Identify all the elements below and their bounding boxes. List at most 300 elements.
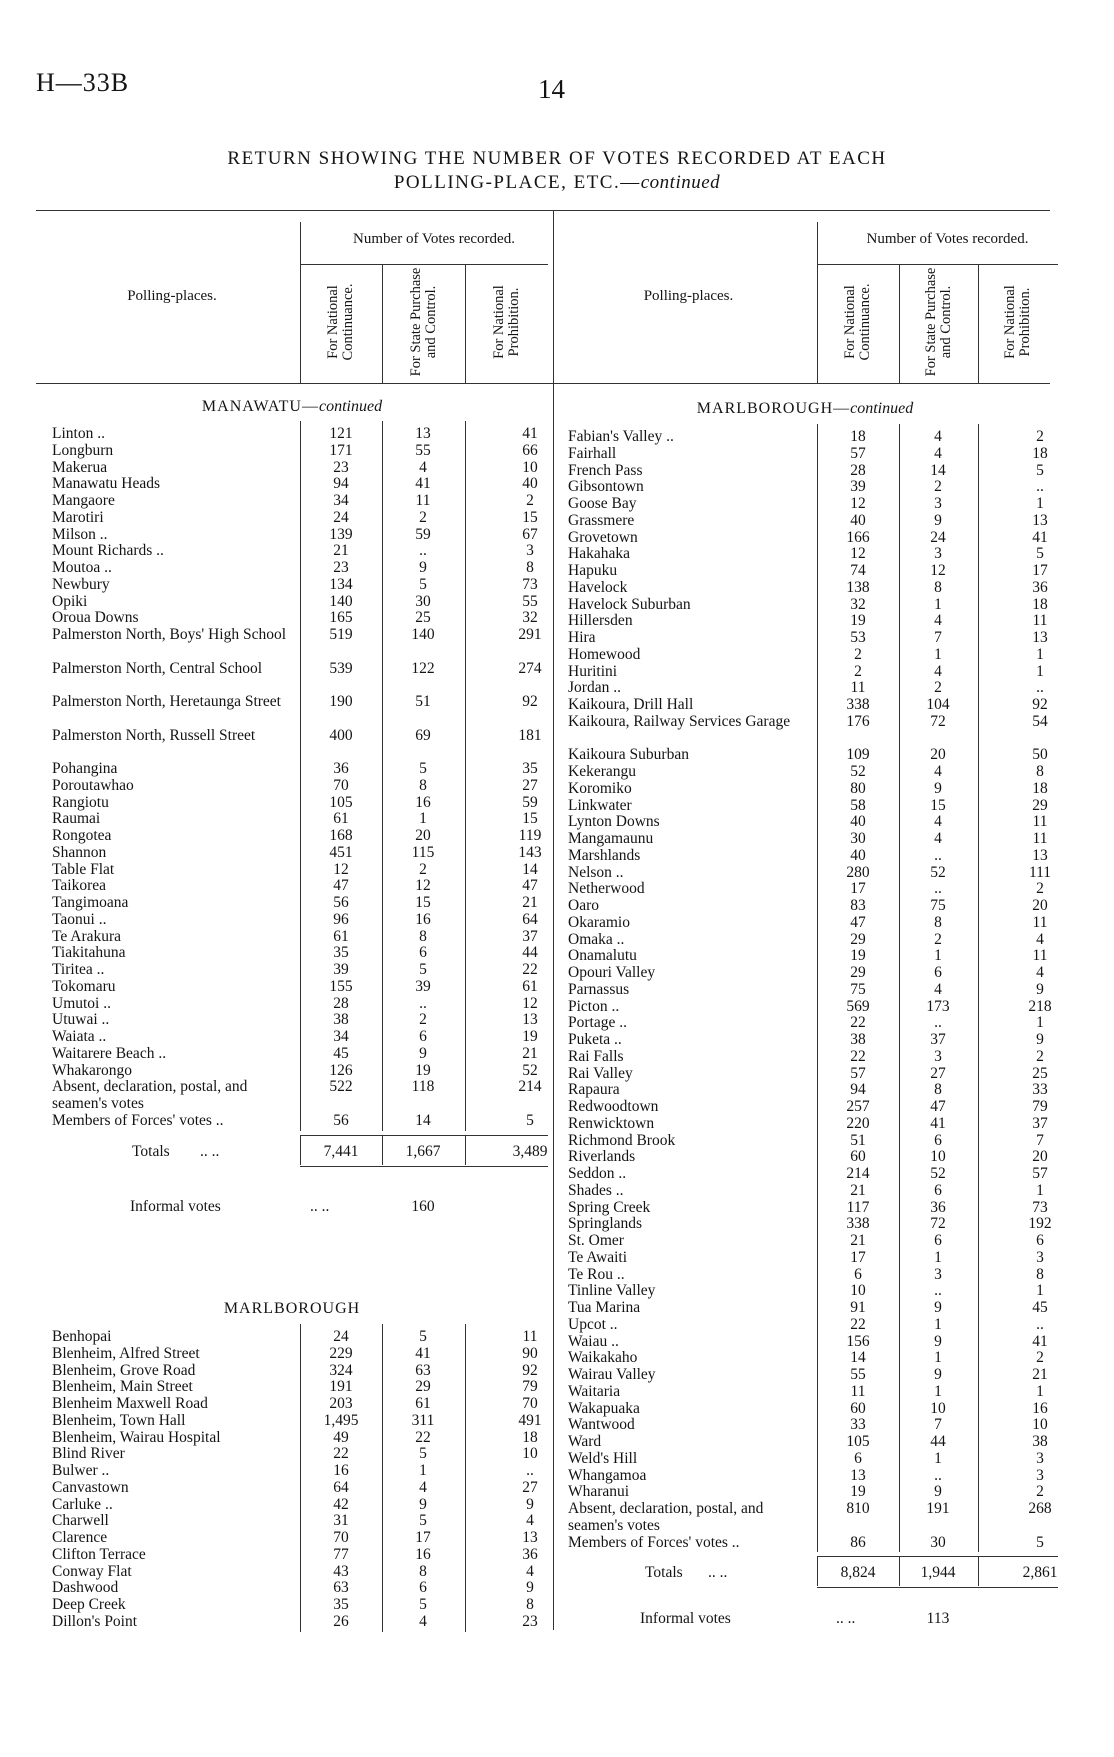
state-purchase-value: 7 (934, 629, 942, 646)
state-purchase-value: 2 (419, 1011, 427, 1029)
prohibition-value: .. (526, 1462, 534, 1479)
right-col-rule (817, 424, 818, 1552)
polling-place-name: Linton .. (52, 425, 105, 442)
prohibition-value: 8 (526, 1596, 534, 1613)
state-purchase-value: 69 (415, 726, 431, 744)
continuance-value: 21 (850, 1232, 866, 1249)
prohibition-value: 13 (1032, 629, 1048, 646)
continuance-value: 91 (850, 1299, 866, 1316)
state-purchase-value: .. (419, 542, 427, 560)
polling-place-name: Rai Falls (568, 1047, 624, 1065)
prohibition-value: 2 (1036, 1349, 1044, 1367)
continuance-value: 165 (329, 609, 353, 627)
continuance-value: 63 (333, 1579, 349, 1597)
state-purchase-value: 8 (934, 1081, 942, 1099)
polling-place-name: Blenheim, Town Hall (52, 1411, 186, 1429)
continuance-value: 6 (854, 1265, 862, 1283)
polling-place-name: Taonui .. (52, 910, 107, 928)
continuance-value: 83 (850, 897, 866, 914)
prohibition-value: 5 (526, 1111, 534, 1129)
state-purchase-value: 4 (934, 428, 942, 445)
continuance-value: 810 (846, 1500, 870, 1517)
prohibition-value: 55 (522, 592, 538, 610)
continuance-value: 18 (850, 428, 866, 445)
prohibition-value: 10 (522, 1445, 538, 1463)
continuance-value: 121 (329, 425, 353, 442)
prohibition-value: 2 (1036, 880, 1044, 898)
prohibition-value: 52 (522, 1061, 538, 1079)
total-value: 8,824 (840, 1564, 876, 1582)
left-col-rule (300, 421, 301, 1131)
state-purchase-value: 39 (415, 977, 431, 995)
prohibition-value: 1 (1036, 495, 1044, 512)
continuance-value: 338 (846, 1215, 870, 1233)
state-purchase-value: 1 (934, 645, 942, 663)
polling-place-name: Poroutawhao (52, 776, 134, 794)
polling-place-name: Te Rou .. (568, 1265, 625, 1283)
left-prohibition-header: For National Prohibition. (490, 285, 522, 359)
state-purchase-value: 1 (934, 1382, 942, 1400)
prohibition-value: 4 (526, 1512, 534, 1530)
continuance-value: 220 (846, 1114, 870, 1132)
state-purchase-value: 10 (930, 1399, 946, 1417)
polling-place-name: Palmerston North, Central School (52, 659, 263, 677)
polling-place-name: Rongotea (52, 827, 112, 844)
polling-place-name: Grassmere (568, 511, 635, 529)
continuance-value: 28 (850, 461, 866, 479)
polling-place-name: Palmerston North, Boys' High School (52, 626, 286, 643)
left-votes-rule (300, 264, 548, 265)
continuance-value: 26 (333, 1612, 349, 1630)
continuance-value: 126 (329, 1061, 353, 1079)
state-purchase-value: 4 (934, 830, 942, 847)
continuance-value: 56 (333, 1111, 349, 1129)
continuance-value: 80 (850, 779, 866, 797)
state-purchase-value: 1 (934, 1248, 942, 1266)
prohibition-value: 18 (522, 1428, 538, 1446)
continuance-value: 109 (846, 746, 870, 764)
polling-place-name: Newbury (52, 575, 110, 593)
polling-place-name: Utuwai .. (52, 1011, 110, 1029)
prohibition-value: 59 (522, 793, 538, 811)
prohibition-value: 1 (1036, 1282, 1044, 1300)
left-col-rule (465, 1324, 466, 1632)
continuance-value: 519 (329, 626, 353, 643)
polling-place-name: Opouri Valley (568, 964, 656, 981)
polling-place-name: Waiau .. (568, 1332, 619, 1350)
right-informal-dots: .. .. (836, 1610, 856, 1628)
page-subtitle (0, 172, 1114, 194)
state-purchase-value: 36 (930, 1198, 946, 1216)
state-purchase-value: 2 (934, 478, 942, 496)
prohibition-value: 1 (1036, 1382, 1044, 1400)
continuance-value: 28 (333, 994, 349, 1012)
state-purchase-value: 4 (419, 1612, 427, 1630)
state-purchase-value: 72 (930, 712, 946, 730)
continuance-value: 24 (333, 1328, 349, 1345)
state-purchase-value: 1 (934, 595, 942, 613)
polling-place-name: Pohangina (52, 760, 118, 777)
prohibition-value: 3 (1036, 1449, 1044, 1467)
continuance-value: 57 (850, 1064, 866, 1082)
continuance-value: 96 (333, 910, 349, 928)
prohibition-value: 92 (522, 1361, 538, 1379)
prohibition-value: 92 (522, 693, 538, 710)
polling-place-name: Picton .. (568, 997, 620, 1015)
continuance-value: 35 (333, 1596, 349, 1613)
prohibition-value: 73 (1032, 1198, 1048, 1216)
prohibition-value: 12 (522, 994, 538, 1012)
polling-place-name: Havelock (568, 578, 628, 596)
prohibition-value: 119 (518, 827, 542, 844)
polling-place-name: Grovetown (568, 528, 638, 546)
state-purchase-value: 9 (934, 1483, 942, 1501)
state-purchase-value: 3 (934, 1265, 942, 1283)
polling-place-name: Netherwood (568, 880, 645, 898)
continuance-value: 324 (329, 1361, 353, 1379)
continuance-value: 47 (850, 913, 866, 931)
polling-place-name: Redwoodtown (568, 1098, 659, 1115)
prohibition-value: 1 (1036, 1014, 1044, 1032)
continuance-value: 190 (329, 693, 353, 710)
polling-place-name: Rai Valley (568, 1064, 633, 1082)
prohibition-value: 15 (522, 810, 538, 828)
prohibition-value: 11 (1032, 813, 1048, 831)
polling-place-name: Taikorea (52, 877, 106, 895)
polling-place-name: Onamalutu (568, 947, 637, 965)
polling-place-name: Te Awaiti (568, 1248, 628, 1266)
continuance-value: 22 (850, 1047, 866, 1065)
continuance-value: 24 (333, 508, 349, 526)
continuance-value: 77 (333, 1545, 349, 1563)
prohibition-value: 36 (522, 1545, 538, 1563)
state-purchase-value: .. (934, 1466, 942, 1484)
left-section-manawatu (36, 398, 548, 416)
polling-place-name: Tiritea .. (52, 961, 105, 978)
left-totals-rule (300, 1135, 548, 1136)
prohibition-value: 22 (522, 961, 538, 978)
continuance-value: 39 (850, 478, 866, 496)
state-purchase-value: 5 (419, 760, 427, 777)
continuance-value: 42 (333, 1495, 349, 1513)
prohibition-value: 9 (1036, 1031, 1044, 1048)
header-top-rule (36, 210, 1050, 211)
state-purchase-value: 41 (415, 1344, 431, 1362)
state-purchase-value: 59 (415, 525, 431, 543)
left-col-rule (382, 265, 383, 383)
state-purchase-value: 29 (415, 1378, 431, 1396)
continuance-value: 1,495 (323, 1411, 359, 1429)
state-purchase-value: 61 (415, 1395, 431, 1412)
polling-place-name: Members of Forces' votes .. (568, 1533, 740, 1551)
left-state-purchase-header: For State Purchase and Control. (407, 267, 439, 377)
polling-place-name: Marotiri (52, 508, 104, 526)
continuance-value: 2 (854, 662, 862, 680)
state-purchase-value: 52 (930, 1165, 946, 1182)
prohibition-value: 33 (1032, 1081, 1048, 1099)
polling-place-name: Blind River (52, 1445, 125, 1463)
state-purchase-value: 9 (934, 1299, 942, 1316)
continuance-value: 134 (329, 575, 353, 593)
continuance-value: 12 (333, 860, 349, 878)
state-purchase-value: 140 (411, 626, 435, 643)
state-purchase-value: 24 (930, 528, 946, 546)
continuance-value: 139 (329, 525, 353, 543)
polling-place-name: Springlands (568, 1215, 643, 1233)
state-purchase-value: 7 (934, 1416, 942, 1434)
polling-place-name: Hira (568, 629, 596, 646)
polling-place-name: Opiki (52, 592, 88, 610)
continuance-value: 47 (333, 877, 349, 895)
prohibition-value: 9 (1036, 980, 1044, 998)
prohibition-value: 214 (518, 1078, 542, 1096)
state-purchase-value: 1 (419, 1462, 427, 1479)
state-purchase-value: 5 (419, 575, 427, 593)
continuance-value: 229 (329, 1344, 353, 1362)
left-col-rule (382, 1324, 383, 1632)
polling-place-name: Mangaore (52, 492, 115, 509)
state-purchase-value: 9 (934, 779, 942, 797)
prohibition-value: 192 (1028, 1215, 1052, 1233)
state-purchase-value: 44 (930, 1433, 946, 1450)
polling-place-name: Mangamaunu (568, 830, 654, 847)
prohibition-value: 79 (1032, 1098, 1048, 1115)
continuance-value: 60 (850, 1148, 866, 1166)
polling-place-name: Richmond Brook (568, 1131, 676, 1149)
state-purchase-value: 19 (415, 1061, 431, 1079)
polling-place-name: Ward (568, 1433, 602, 1450)
polling-place-name: Havelock Suburban (568, 595, 691, 613)
polling-place-name: Linkwater (568, 796, 632, 814)
prohibition-value: 67 (522, 525, 538, 543)
subtitle-italic: continued (640, 172, 721, 193)
polling-place-name: Dillon's Point (52, 1612, 138, 1630)
prohibition-value: 8 (1036, 763, 1044, 780)
prohibition-value: 13 (1032, 846, 1048, 864)
right-informal-value: 113 (926, 1610, 950, 1628)
polling-place-name: Moutoa .. (52, 559, 112, 576)
prohibition-value: 64 (522, 910, 538, 928)
prohibition-value: 79 (522, 1378, 538, 1396)
prohibition-value: 36 (1032, 578, 1048, 596)
prohibition-value: 3 (1036, 1248, 1044, 1266)
state-purchase-value: 9 (934, 511, 942, 529)
polling-place-name: Wantwood (568, 1416, 635, 1434)
prohibition-value: 45 (1032, 1299, 1048, 1316)
state-purchase-value: 5 (419, 1445, 427, 1463)
polling-place-name: Tangimoana (52, 894, 129, 911)
continuance-value: 45 (333, 1044, 349, 1062)
prohibition-value: 16 (1032, 1399, 1048, 1417)
polling-place-name: Kaikoura Suburban (568, 746, 689, 764)
polling-place-name: Umutoi .. (52, 994, 111, 1012)
continuance-value: 156 (846, 1332, 870, 1350)
state-purchase-value: 115 (411, 843, 435, 861)
polling-place-name: Blenheim Maxwell Road (52, 1395, 208, 1412)
polling-place-name: Shades .. (568, 1181, 624, 1199)
polling-place-name: French Pass (568, 461, 643, 479)
state-purchase-value: 1 (934, 1315, 942, 1333)
header-bottom-rule (36, 383, 1050, 384)
polling-place-name: Koromiko (568, 779, 632, 797)
prohibition-value: 4 (526, 1562, 534, 1580)
polling-place-name: Table Flat (52, 860, 115, 878)
continuance-value: 61 (333, 810, 349, 828)
polling-place-name: Makerua (52, 458, 108, 476)
left-votes-recorded-header: Number of Votes recorded. (353, 231, 515, 247)
prohibition-value: 18 (1032, 444, 1048, 462)
prohibition-value: 8 (1036, 1265, 1044, 1283)
polling-place-name: Longburn (52, 441, 114, 459)
right-totals-label: Totals (645, 1564, 683, 1582)
prohibition-value: 20 (1032, 897, 1048, 914)
prohibition-value: 7 (1036, 1131, 1044, 1149)
prohibition-value: 37 (1032, 1114, 1048, 1132)
state-purchase-value: 4 (419, 1478, 427, 1496)
polling-place-name: Upcot .. (568, 1315, 618, 1333)
prohibition-value: 17 (1032, 562, 1048, 579)
prohibition-value: 11 (522, 1328, 538, 1345)
state-purchase-value: 2 (419, 860, 427, 878)
state-purchase-value: 12 (415, 877, 431, 895)
state-purchase-value: 14 (415, 1111, 431, 1129)
state-purchase-value: 16 (415, 793, 431, 811)
prohibition-value: 491 (518, 1411, 542, 1429)
total-value: 3,489 (512, 1142, 548, 1160)
continuance-value: 12 (850, 495, 866, 512)
polling-place-name: Rangiotu (52, 793, 109, 811)
state-purchase-value: 5 (419, 961, 427, 978)
polling-place-name: Oaro (568, 897, 599, 914)
continuance-value: 64 (333, 1478, 349, 1496)
continuance-value: 16 (333, 1462, 349, 1479)
polling-place-name: Dashwood (52, 1579, 119, 1597)
state-purchase-value: .. (934, 1014, 942, 1032)
continuance-value: 451 (329, 843, 353, 861)
polling-place-name: Benhopai (52, 1328, 112, 1345)
state-purchase-value: 4 (934, 763, 942, 780)
prohibition-value: 274 (518, 659, 542, 677)
state-purchase-value: .. (934, 1282, 942, 1300)
continuance-value: 53 (850, 629, 866, 646)
polling-place-name: Hillersden (568, 612, 633, 630)
polling-place-name: Gibsontown (568, 478, 644, 496)
right-col-rule (817, 1556, 818, 1586)
prohibition-value: 5 (1036, 1533, 1044, 1551)
continuance-value: 43 (333, 1562, 349, 1580)
prohibition-value: 92 (1032, 696, 1048, 713)
continuance-value: 94 (850, 1081, 866, 1099)
prohibition-value: 20 (1032, 1148, 1048, 1166)
continuance-value: 61 (333, 927, 349, 945)
state-purchase-value: 30 (930, 1533, 946, 1551)
state-purchase-value: 122 (411, 659, 435, 677)
prohibition-value: 13 (522, 1529, 538, 1546)
left-continuance-header: For National Continuance. (325, 283, 356, 361)
right-col-rule (978, 265, 979, 383)
prohibition-value: 40 (522, 475, 538, 493)
prohibition-value: 3 (526, 542, 534, 560)
polling-place-name: Marshlands (568, 846, 641, 864)
state-purchase-value: 9 (419, 1044, 427, 1062)
left-section-marlborough (36, 1300, 548, 1318)
polling-place-name: Puketa .. (568, 1031, 622, 1048)
polling-place-name: Weld's Hill (568, 1449, 638, 1467)
continuance-value: 38 (850, 1031, 866, 1048)
prohibition-value: 5 (1036, 461, 1044, 479)
continuance-value: 22 (333, 1445, 349, 1463)
prohibition-value: .. (1036, 478, 1044, 496)
continuance-value: 19 (850, 612, 866, 630)
left-col-rule (382, 1135, 383, 1165)
state-purchase-value: 4 (419, 458, 427, 476)
state-purchase-value: 9 (419, 559, 427, 576)
polling-place-name: Hapuku (568, 562, 618, 579)
left-col-rule (465, 1135, 466, 1165)
polling-place-name: Blenheim, Alfred Street (52, 1344, 200, 1362)
continuance-value: 35 (333, 944, 349, 962)
total-value: 7,441 (323, 1142, 359, 1160)
state-purchase-value: 5 (419, 1328, 427, 1345)
prohibition-value: 18 (1032, 595, 1048, 613)
polling-place-name: Palmerston North, Russell Street (52, 726, 256, 744)
continuance-value: 10 (850, 1282, 866, 1300)
state-purchase-value: 37 (930, 1031, 946, 1048)
polling-place-name: Tiakitahuna (52, 944, 126, 962)
continuance-value: 34 (333, 1028, 349, 1045)
continuance-value: 40 (850, 813, 866, 831)
polling-place-name: Fairhall (568, 444, 617, 462)
continuance-value: 39 (333, 961, 349, 978)
continuance-value: 74 (850, 562, 866, 579)
state-purchase-value: 4 (934, 444, 942, 462)
continuance-value: 52 (850, 763, 866, 780)
polling-place-name: Tinline Valley (568, 1282, 656, 1300)
prohibition-value: 21 (522, 894, 538, 911)
polling-place-name: Lynton Downs (568, 813, 660, 831)
continuance-value: 29 (850, 964, 866, 981)
continuance-value: 70 (333, 776, 349, 794)
prohibition-value: 73 (522, 575, 538, 593)
continuance-value: 38 (333, 1011, 349, 1029)
left-totals-label: Totals (132, 1142, 170, 1160)
polling-place-name: Whakarongo (52, 1061, 133, 1079)
polling-place-name: Absent, declaration, postal, and seamen's votes (52, 1078, 248, 1113)
polling-place-name: Waiata .. (52, 1028, 107, 1045)
polling-place-name: Mount Richards .. (52, 542, 164, 560)
state-purchase-value: 9 (934, 1332, 942, 1350)
prohibition-value: 1 (1036, 645, 1044, 663)
prohibition-value: 11 (1032, 612, 1048, 630)
right-prohibition-header: For National Prohibition. (1002, 285, 1033, 359)
state-purchase-value: 104 (926, 696, 950, 713)
state-purchase-value: 8 (419, 1562, 427, 1580)
state-purchase-value: 9 (934, 1366, 942, 1383)
total-value: 2,861 (1022, 1564, 1058, 1582)
continuance-value: 60 (850, 1399, 866, 1417)
polling-place-name: Huritini (568, 662, 618, 680)
right-polling-places-header: Polling-places. (643, 288, 734, 304)
polling-place-name: Homewood (568, 645, 641, 663)
right-totals-bottom-rule (817, 1587, 1058, 1588)
left-informal-dots: .. .. (310, 1198, 330, 1215)
polling-place-name: Waikakaho (568, 1349, 638, 1367)
section-title-italic: continued (318, 398, 383, 415)
state-purchase-value: 16 (415, 1545, 431, 1563)
polling-place-name: Wairau Valley (568, 1366, 656, 1383)
continuance-value: 338 (846, 696, 870, 713)
state-purchase-value: 6 (934, 1232, 942, 1249)
